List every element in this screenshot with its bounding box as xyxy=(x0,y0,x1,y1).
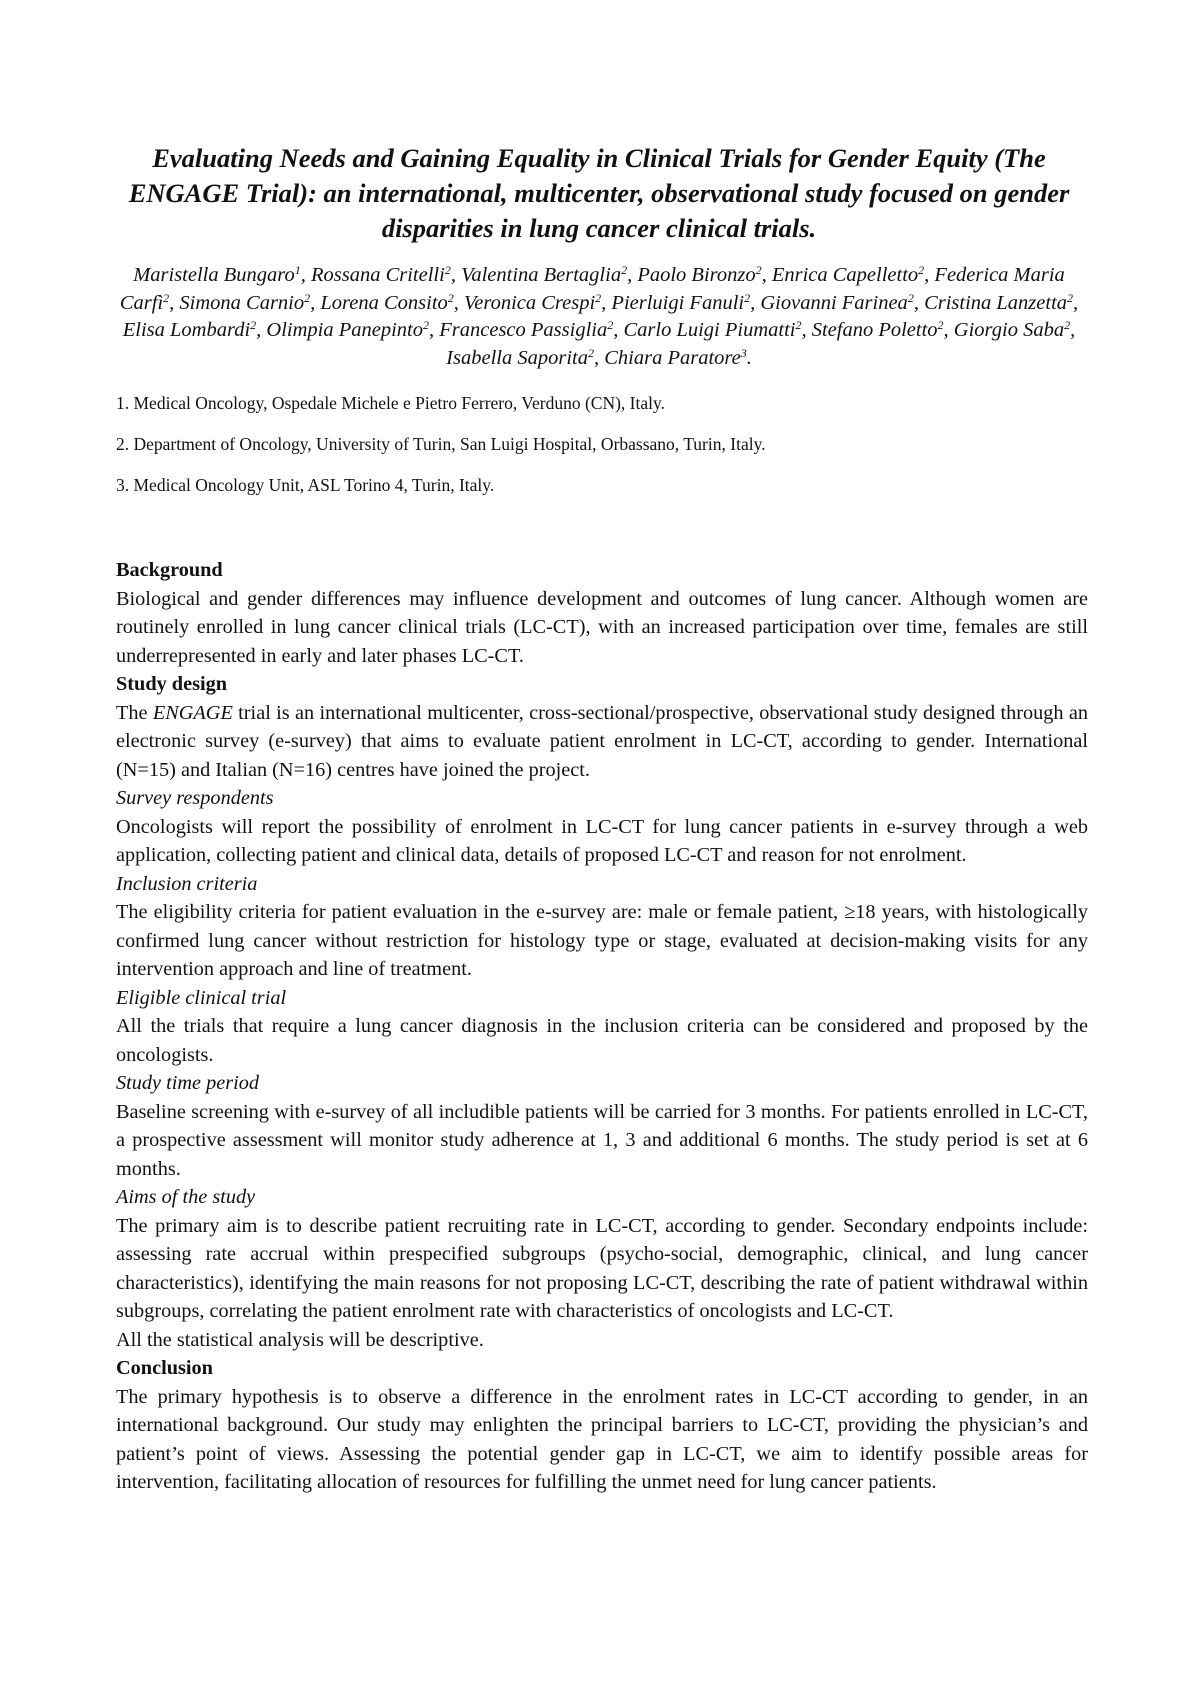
author-name: Carlo Luigi Piumatti xyxy=(623,319,796,341)
author-name: Lorena Consito xyxy=(320,291,448,314)
abstract-body xyxy=(116,556,1088,1497)
affiliation-list xyxy=(116,391,766,514)
affiliation-1: 1. Medical Oncology, Ospedale Michele e Pietro Ferrero, Verduno (CN), Italy. xyxy=(116,393,665,413)
affiliation-marker: 2 xyxy=(1064,318,1071,332)
author-name: Olimpia Panepinto xyxy=(266,319,423,341)
heading-background: Background xyxy=(116,559,223,581)
affiliation-marker: 2 xyxy=(795,318,802,332)
text-conclusion: The primary hypothesis is to observe a difference in the enrolment rates in LC-CT according to gender, in an international background. Our study may enlighten the principal barriers to LC-CT, providing the physician’s and patient’s point of views. Assessing the potential gender gap in LC-CT, we aim to identify possible areas for intervention, facilitating allocation of resources for fulfilling the unmet need for lung cancer patients. xyxy=(116,1385,1088,1493)
author-name: Valentina Bertaglia xyxy=(461,264,622,286)
affiliation-marker: 2 xyxy=(621,263,628,277)
affiliation-marker: 2 xyxy=(444,263,451,277)
affiliation-marker: 2 xyxy=(587,345,594,360)
affiliation-marker: 2 xyxy=(163,290,170,305)
affiliation-3: 3. Medical Oncology Unit, ASL Torino 4, Turin, Italy. xyxy=(116,475,495,495)
affiliation-marker: 1 xyxy=(294,263,301,277)
author-name: Federica Maria Carfì xyxy=(119,264,1065,314)
text-inclusion-criteria: The eligibility criteria for patient evaluation in the e-survey are: male or female patient, ≥18 years, with histologically confirmed lung cancer without restriction for histology type or stage, evaluated at decision-making visits for any intervention approach and line of treatment. xyxy=(116,901,1088,980)
heading-aims: Aims of the study xyxy=(116,1186,256,1208)
author-name: Isabella Saporita xyxy=(446,346,588,369)
heading-time-period: Study time period xyxy=(116,1072,260,1094)
affiliation-marker: 2 xyxy=(1067,290,1074,305)
author-name: Enrica Capelletto xyxy=(771,264,919,286)
affiliation-marker: 2 xyxy=(607,318,614,332)
author-name: Maristella Bungaro xyxy=(133,264,295,286)
affiliation-marker: 2 xyxy=(447,290,454,305)
affiliation-marker: 2 xyxy=(918,263,925,277)
affiliation-marker: 2 xyxy=(250,318,257,332)
affiliation-marker: 2 xyxy=(423,318,429,332)
author-name: Giorgio Saba xyxy=(953,319,1065,341)
author-name: Giovanni Farinea xyxy=(760,291,908,314)
text-background: Biological and gender differences may influence development and outcomes of lung cancer. Although women are routinely enrolled in lung cancer clinical trials (LC-CT), with an increased participation over time, females are still underrepresented in early and later phases LC-CT. xyxy=(116,587,1088,667)
text-study-design-post: trial is an international multicenter, cross-sectional/prospective, observational study designed through an electronic survey (e-survey) that aims to evaluate patient enrolment in LC-CT, according to gender. International (N=15) and Italian (N=16) centres have joined the project. xyxy=(116,701,1088,781)
affiliation-2: 2. Department of Oncology, University of Turin, San Luigi Hospital, Orbassano, Turin, Italy. xyxy=(116,434,766,454)
heading-eligible-trial: Eligible clinical trial xyxy=(116,986,287,1009)
affiliation-marker: 2 xyxy=(937,318,944,332)
affiliation-marker: 2 xyxy=(304,290,311,305)
text-aims-statistics: All the statistical analysis will be descriptive. xyxy=(116,1328,484,1351)
affiliation-marker: 2 xyxy=(595,290,602,305)
affiliation-marker: 2 xyxy=(744,290,751,305)
text-aims: The primary aim is to describe patient recruiting rate in LC-CT, according to gender. Secondary endpoints include: assessing rate accrual within prespecified subgroups (psycho-social, demographic, clinical, and lung cancer characteristics), identifying the main reasons for not proposing LC-CT, describing the rate of patient withdrawal within subgroups, correlating the patient enrolment rate with characteristics of oncologists and LC-CT. xyxy=(116,1214,1088,1322)
text-study-design-pre: The xyxy=(116,701,153,724)
author-name: Stefano Poletto xyxy=(811,319,938,341)
author-name: Cristina Lanzetta xyxy=(924,291,1068,314)
author-name: Pierluigi Fanuli xyxy=(611,291,745,314)
heading-survey-respondents: Survey respondents xyxy=(116,787,274,809)
author-name: Simona Carnio xyxy=(179,291,305,314)
text-survey-respondents: Oncologists will report the possibility of enrolment in LC-CT for lung cancer patients in e-survey through a web application, collecting patient and clinical data, details of proposed LC-CT and reason for not enrolment. xyxy=(116,815,1088,866)
author-name: Rossana Critelli xyxy=(310,264,445,286)
author-name: Paolo Bironzo xyxy=(637,264,756,286)
author-name: Francesco Passiglia xyxy=(439,319,608,341)
text-eligible-trial: All the trials that require a lung cancer diagnosis in the inclusion criteria can be considered and proposed by the oncologists. xyxy=(116,1015,1088,1066)
text-study-design xyxy=(116,699,1088,785)
heading-conclusion: Conclusion xyxy=(116,1357,213,1379)
text-time-period: Baseline screening with e-survey of all includible patients will be carried for 3 months. For patients enrolled in LC-CT, a prospective assessment will monitor study adherence at 1, 3 and additional 6 months. The study period is set at 6 months. xyxy=(116,1100,1088,1180)
author-name: Chiara Paratore xyxy=(604,346,741,369)
author-name: Elisa Lombardi xyxy=(122,319,251,341)
author-list: Maristella Bungaro$^1$, Rossana Critelli$^2$, Valentina Bertaglia$^2$, Paolo Bironzo$^2$, Enrica Capelletto$^2$, Federica Maria Carfì$^2$, Simona Carnio$^2$, Lorena Consito$^2$, Veronica Crespi$^2$, Pierluigi Fanuli$^2$, Giovanni Farinea$^2$, Cristina Lanzetta$^2$, Elisa Lombardi$^2$, Olimpia Panepinto$^2$, Francesco Passiglia$^2$, Carlo Luigi Piumatti$^2$, Stefano Poletto$^2$, Giorgio Saba$^2$, Isabella Saporita$^2$, Chiara Paratore$^3$. xyxy=(119,263,1079,369)
engage-emphasis: ENGAGE xyxy=(152,701,233,724)
affiliation-marker: 2 xyxy=(755,263,762,277)
heading-inclusion-criteria: Inclusion criteria xyxy=(116,872,258,895)
heading-study-design: Study design xyxy=(116,673,228,695)
affiliation-marker: 3 xyxy=(740,345,747,360)
paper-title: Evaluating Needs and Gaining Equality in Clinical Trials for Gender Equity (The ENGAGE Trial): an international, multicenter, observational study focused on gender disparities in lung cancer clinical trials. xyxy=(128,143,1070,243)
affiliation-marker: 2 xyxy=(907,290,914,305)
author-name: Veronica Crespi xyxy=(464,291,596,314)
